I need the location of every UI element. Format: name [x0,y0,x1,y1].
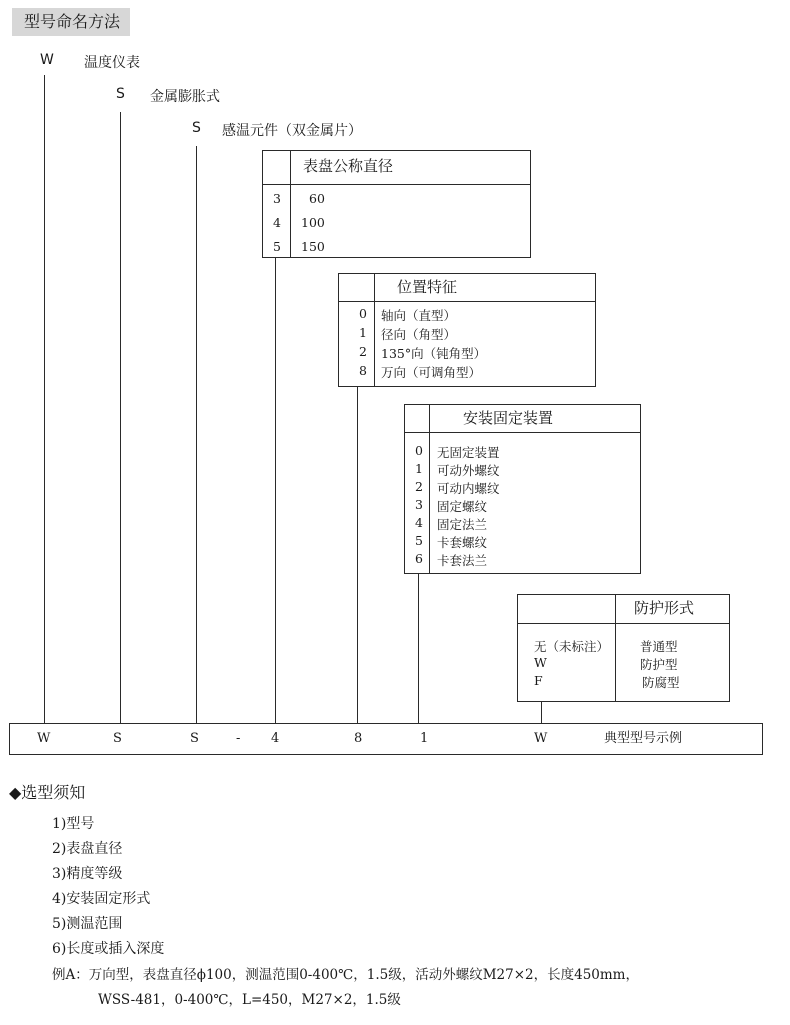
hierarchy-label-metal-expansion: 金属膨胀式 [150,89,220,105]
mount-row-desc: 卡套法兰 [437,553,488,568]
position-row-code: 1 [359,325,367,340]
protect-row-code: F [534,673,543,688]
connector-line-s2 [196,146,197,723]
dial-table-header-divider [290,151,291,184]
code-cell-s2: S [190,731,199,746]
dial-row-desc: 150 [301,239,325,254]
protection-type-table [517,594,730,702]
hierarchy-label-instrument: 温度仪表 [84,55,140,71]
position-row-code: 0 [359,306,367,321]
position-row-code: 8 [359,363,367,378]
mount-row-code: 5 [415,533,423,548]
selection-item: 3)精度等级 [52,866,123,882]
dial-row-desc: 100 [301,215,325,230]
mount-row-desc: 无固定装置 [437,445,500,460]
dial-table-header [263,151,530,185]
mount-table-title: 安装固定装置 [463,409,554,427]
selection-item: 4)安装固定形式 [52,891,151,907]
position-row-code: 2 [359,344,367,359]
code-cell-protect: W [534,731,548,746]
mount-row-code: 1 [415,461,423,476]
protect-row-code: W [534,655,547,670]
example-code-bar [9,723,763,755]
connector-line-mount [418,574,419,723]
dial-diameter-table [262,150,531,258]
page-title: 型号命名方法 [12,8,130,36]
selection-example-line1: 例A：万向型，表盘直径ϕ100，测温范围0-400℃，1.5级，活动外螺纹M27×2，长度450mm， [52,967,639,983]
position-table-header-divider [374,274,375,301]
mount-row-code: 2 [415,479,423,494]
code-cell-mount: 1 [420,731,429,746]
protect-row-desc: 普通型 [640,639,678,654]
code-cell-position: 8 [354,731,363,746]
protect-table-header-divider [615,595,616,623]
code-cell-w: W [37,731,51,746]
code-cell-s1: S [113,731,122,746]
dial-row-desc: 60 [309,191,325,206]
position-table-column-divider [374,301,375,386]
connector-line-dial [275,258,276,723]
mount-table-header [405,405,640,433]
selection-item: 2)表盘直径 [52,841,123,857]
position-row-desc: 135°向（钝角型） [381,346,487,361]
mount-row-desc: 可动内螺纹 [437,481,500,496]
position-row-desc: 轴向（直型） [381,308,457,323]
example-code-label: 典型型号示例 [604,731,683,746]
connector-line-w [44,75,45,723]
selection-item: 6)长度或插入深度 [52,941,165,957]
connector-line-position [357,387,358,723]
mount-table-column-divider [429,432,430,573]
mount-row-code: 3 [415,497,423,512]
mount-row-desc: 固定法兰 [437,517,488,532]
hierarchy-code-s2: S [192,120,201,136]
code-cell-dash: - [236,731,241,746]
position-feature-table [338,273,596,387]
hierarchy-label-sensor: 感温元件（双金属片） [222,123,362,139]
dial-row-code: 4 [273,215,281,230]
mounting-fixture-table [404,404,641,574]
hierarchy-code-w: W [40,52,54,68]
mount-row-code: 4 [415,515,423,530]
selection-item: 1)型号 [52,816,95,832]
protect-row-desc: 防护型 [640,657,678,672]
position-table-header [339,274,595,302]
connector-line-s1 [120,112,121,723]
mount-table-header-divider [429,405,430,432]
protect-table-column-divider [615,623,616,701]
connector-line-protect [541,702,542,723]
selection-title: ◆选型须知 [9,783,86,802]
selection-example-line2: WSS-481，0-400℃，L=450，M27×2，1.5级 [98,992,401,1008]
dial-row-code: 5 [273,239,281,254]
position-row-desc: 径向（角型） [381,327,457,342]
protect-table-title: 防护形式 [634,599,695,617]
position-table-title: 位置特征 [397,278,458,296]
code-cell-dial: 4 [271,731,280,746]
hierarchy-code-s1: S [116,86,125,102]
protect-row-desc: 防腐型 [642,675,680,690]
selection-item: 5)测温范围 [52,916,123,932]
mount-row-desc: 卡套螺纹 [437,535,488,550]
protect-table-header [518,595,729,624]
mount-row-code: 6 [415,551,423,566]
mount-row-desc: 固定螺纹 [437,499,488,514]
dial-table-column-divider [290,184,291,257]
position-row-desc: 万向（可调角型） [381,365,482,380]
protect-row-code: 无（未标注） [534,639,610,654]
dial-row-code: 3 [273,191,281,206]
dial-table-title: 表盘公称直径 [303,157,394,175]
mount-row-code: 0 [415,443,423,458]
mount-row-desc: 可动外螺纹 [437,463,500,478]
